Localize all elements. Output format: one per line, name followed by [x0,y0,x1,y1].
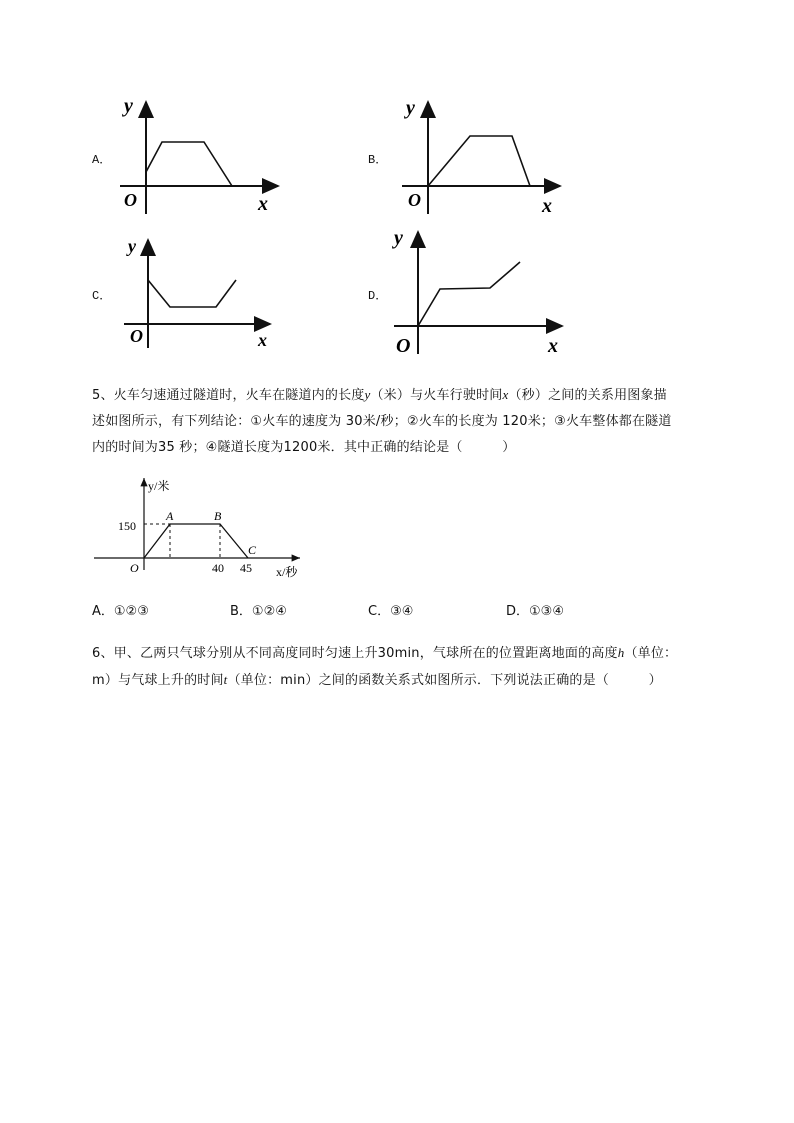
q5-line-1: 5、火车匀速通过隧道时，火车在隧道内的长度y（米）与火车行驶时间x（秒）之间的关系用图象描 [92,387,667,403]
x-tick-45: 45 [240,561,252,575]
graph-line [148,280,236,307]
origin-label: O [124,190,137,210]
origin-label: O [130,561,139,575]
x-label: x [548,335,558,357]
y-label: y [124,95,133,117]
q5-choice-b[interactable]: B．①②④ [230,604,287,619]
q5-choice-c[interactable]: C．③④ [368,604,414,619]
x-label: x [258,330,267,350]
point-a-label: A [166,509,174,523]
option-c-label[interactable]: C． [92,289,112,303]
y-axis-label: y/米 [148,479,170,493]
origin-label: O [408,190,421,210]
option-d-label[interactable]: D． [368,289,388,303]
point-c-label: C [248,543,257,557]
origin-label: O [396,335,411,357]
var-h: h [617,645,625,660]
q5-line-3: 内的时间为35 秒；④隧道长度为1200米．其中正确的结论是（ ） [92,440,516,455]
question-6-text [92,640,704,694]
graph-line [428,136,530,186]
q5-graph [90,474,320,584]
y-label: y [406,97,415,119]
graph-option-b [392,94,572,216]
var-y: y [364,387,371,402]
graph-line [146,142,232,186]
graph-line [144,524,248,558]
y-label: y [128,236,136,256]
x-label: x [542,195,552,216]
x-tick-40: 40 [212,561,224,575]
origin-label: O [130,326,143,346]
option-b-label[interactable]: B． [368,153,388,167]
point-b-label: B [214,509,222,523]
q5-choice-d[interactable]: D．①③④ [506,604,564,619]
question-5-text [92,382,704,461]
graph-line [418,262,520,326]
graph-option-d [390,224,570,358]
q5-choice-a[interactable]: A．①②③ [92,604,149,619]
q5-line-2: 述如图所示，有下列结论：①火车的速度为 30米/秒；②火车的长度为 120米；③火车整体都在隧道 [92,414,672,429]
var-x: x [502,387,509,402]
var-t: t [223,672,228,687]
option-a-label[interactable]: A． [92,153,112,167]
x-axis-label: x/秒 [276,565,298,579]
x-label: x [258,193,268,215]
q6-line-2: m）与气球上升的时间t（单位：min）之间的函数关系式如图所示．下列说法正确的是（ ） [92,672,662,688]
y-label: y [394,227,403,249]
q6-line-1: 6、甲、乙两只气球分别从不同高度同时匀速上升30min，气球所在的位置距离地面的高度h（单位： [92,645,678,661]
graph-option-c [112,232,282,354]
y-tick-150: 150 [118,519,136,533]
graph-option-a [110,94,290,216]
